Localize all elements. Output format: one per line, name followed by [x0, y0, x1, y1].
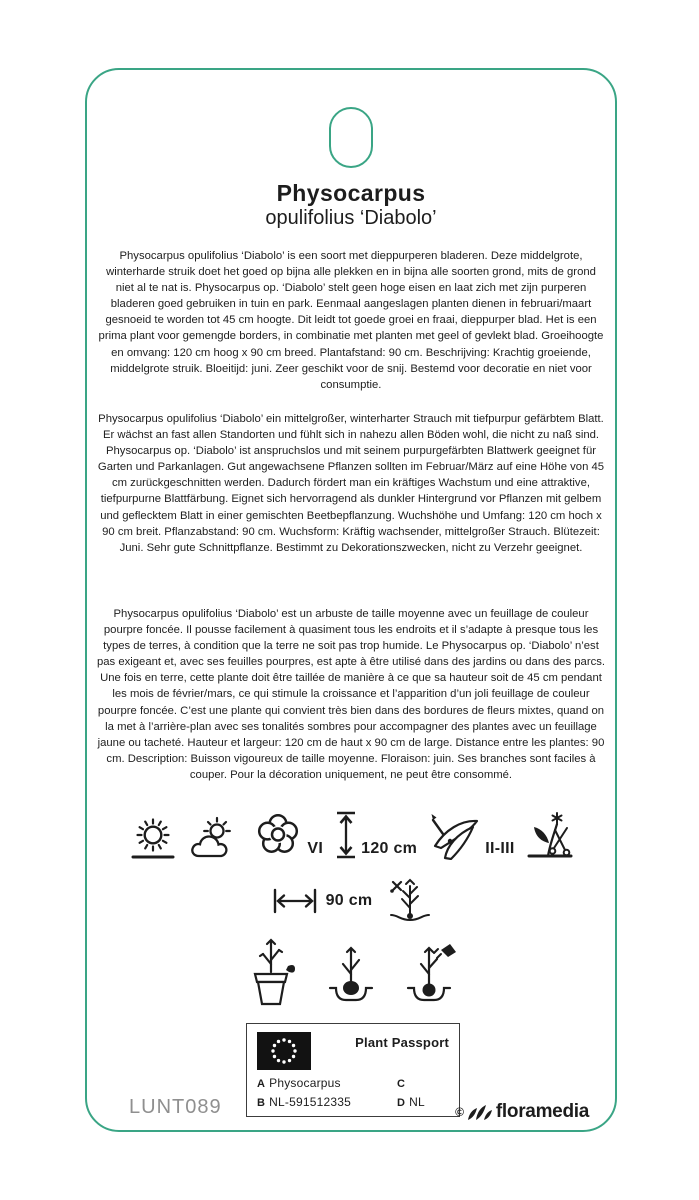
passport-value-d: NL	[409, 1095, 425, 1109]
copyright-symbol: ©	[455, 1105, 464, 1119]
width-arrow-icon	[271, 887, 319, 915]
plant-genus-title: Physocarpus	[276, 180, 426, 206]
planting-distance-label: 90 cm	[325, 892, 373, 909]
care-pictograms-row	[87, 810, 615, 860]
brand-logo	[455, 1101, 589, 1123]
description-german: Physocarpus opulifolius ‘Diabolo’ ein mittelgroßer, winterharter Strauch mit tiefpurpur gefärbtem Blatt. Er wächst an fast allen Standorten und fühlt sich in nahezu allen Böden wohl, die nicht zu naß sind. Physocarpus op. ‘Diabolo’ ist anspruchslos und mit seinem purpurgefärbten Blattwerk geeignet für Garten und Parkanlagen. Gut angewachsene Pflanzen sollten im Februar/März auf eine Höhe von 45 cm zurückgeschnitten werden. Dadurch fördert man ein kräftiges Wachstum und eine attraktive, tiefpurpurne Blattfärbung. Eignet sich hervorragend als dunkler Hintergrund vor Pflanzen mit gelbem und geflecktem Blatt in einer gemischten Beetbepflanzung. Wuchshöhe und Umfang: 120 cm hoch x 90 cm breit. Pflanzabstand: 90 cm. Wuchsform: Kräftig wachsender, mittelgroßer Strauch. Blütezeit: Juni. Sehr gute Schnittpflanze. Bestimmt zu Dekorationszwecken, nicht zu Verzehr geeignet.	[97, 413, 605, 554]
cut-flower-icon	[527, 810, 573, 860]
floramedia-leaf-icon	[467, 1102, 493, 1122]
passport-field-a	[257, 1076, 341, 1090]
planting-prune-icon	[389, 878, 431, 924]
brand-name: floramedia	[495, 1101, 589, 1122]
pruning-group	[429, 810, 514, 860]
passport-key-c: C	[397, 1078, 406, 1090]
plant-in-pot-icon	[244, 936, 298, 1008]
passport-field-b	[257, 1095, 351, 1109]
passport-key-a: A	[257, 1078, 266, 1090]
planted-watering-icon	[404, 936, 458, 1008]
hang-hole	[329, 107, 373, 168]
planting-steps-row	[87, 936, 615, 1008]
description-french: Physocarpus opulifolius ‘Diabolo’ est un arbuste de taille moyenne avec un feuillage de couleur pourpre foncée. Il pousse facilement à quasiment tous les endroits et il s’adapte à presque tous les types de terres, à condition que la terre ne soit pas trop humide. Le Physocarpus op. ‘Diabolo’ n’est pas exigeant et, avec ses feuilles pourpres, est apte à être utilisé dans des jardins ou dans des parcs. Une fois en terre, cette plante doit être taillée de manière à ce que sa hauteur soit de 45 cm pendant les mois de février/mars, ce qui stimule la croissance et l’apparition d’un joli feuillage de couleur pourpre foncée. C’est une plante qui convient très bien dans des bordures de fleurs mixtes, quand on la met à l’arrière-plan avec ses tonalités sombres pour accompagner des plantes avec un feuillage jaune ou tacheté. Hauteur et largeur: 120 cm de haut x 90 cm de large. Distance entre les plantes: 90 cm. Description: Buisson vigoureux de taille moyenne. Floraison: juin. Ses branches sont faciles à couper. Pour la décoration uniquement, ne peut être consommé.	[96, 608, 606, 781]
flower-icon	[253, 810, 303, 860]
passport-title: Plant Passport	[355, 1035, 449, 1050]
plant-label-card	[85, 68, 617, 1132]
passport-field-d	[397, 1095, 425, 1109]
passport-key-d: D	[397, 1097, 406, 1109]
full-sun-icon	[129, 816, 177, 860]
plant-passport-box	[246, 1023, 460, 1117]
rootball-in-hole-icon	[324, 936, 378, 1008]
eu-flag-icon	[257, 1032, 311, 1070]
flowering-month-label: VI	[307, 840, 324, 857]
height-group	[335, 810, 417, 860]
passport-value-b: NL-591512335	[269, 1095, 351, 1109]
article-code: LUNT089	[129, 1096, 222, 1118]
spacing-pictograms-row	[87, 878, 615, 924]
plant-species-subtitle: opulifolius ‘Diabolo’	[265, 207, 437, 229]
passport-key-b: B	[257, 1097, 266, 1109]
pruning-months-label: II-III	[485, 840, 515, 857]
height-label: 120 cm	[361, 840, 418, 857]
passport-field-c	[397, 1076, 409, 1090]
height-arrow-icon	[335, 810, 357, 860]
partial-shade-icon	[189, 816, 241, 860]
passport-value-a: Physocarpus	[269, 1076, 341, 1090]
pruning-shears-icon	[429, 810, 481, 860]
description-dutch: Physocarpus opulifolius ‘Diabolo’ is een soort met dieppurperen bladeren. Deze middelgrote, winterharde struik doet het goed op bijna alle plekken en in bijna alle soorten grond, mits de grond niet al te nat is. Physocarpus op. ‘Diabolo’ stelt geen hoge eisen en laat zich met zijn purperen bladeren goed gebruiken in tuin en park. Eenmaal aangeslagen planten dienen in februari/maart gesnoeid te worden tot 45 cm hoogte. Dit leidt tot goede groei en fraai, dieppurper blad. Het is een prima plant voor gemengde borders, in combinatie met planten met geel of gevlekt blad. Groeihoogte en omvang: 120 cm hoog x 90 cm breed. Plantafstand: 90 cm. Beschrijving: Krachtig groeiende, middelgrote struik. Bloeitijd: juni. Zeer geschikt voor de snij. Bestemd voor decoratie en niet voor consumptie.	[98, 250, 604, 391]
flowering-month-group	[253, 810, 323, 860]
